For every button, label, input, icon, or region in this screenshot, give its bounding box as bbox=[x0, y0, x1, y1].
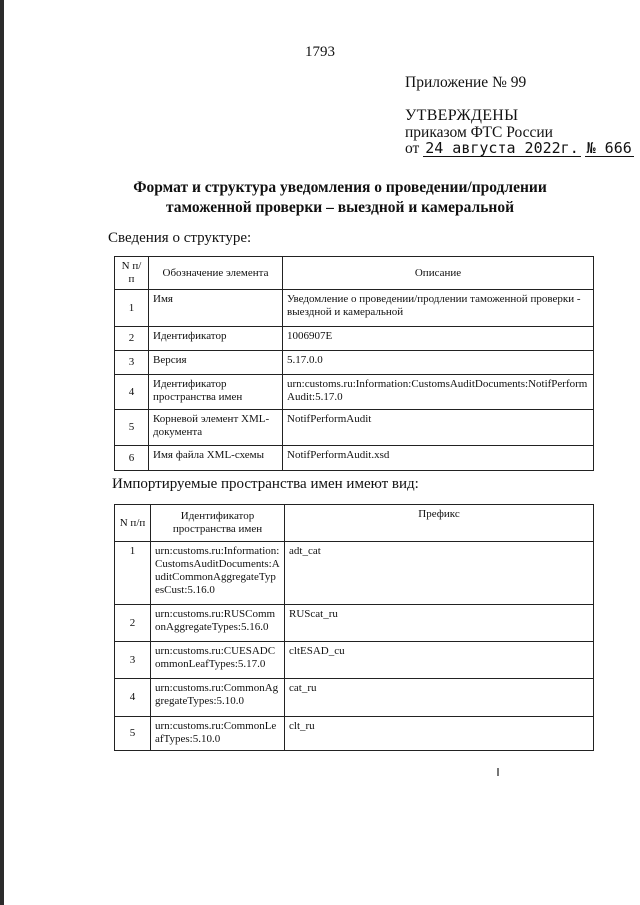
title-line-2: таможенной проверки – выездной и камеральной bbox=[165, 199, 515, 216]
approval-heading: УТВЕРЖДЕНЫ bbox=[405, 107, 519, 124]
ns-intro: Импортируемые пространства имен имеют вид: bbox=[112, 476, 419, 492]
structure-intro: Сведения о структуре: bbox=[108, 230, 252, 246]
namespace-id: urn:customs.ru:CommonAggregateTypes:5.10.0 bbox=[151, 679, 285, 717]
namespace-prefix: cltESAD_cu bbox=[285, 642, 594, 679]
header-cell: N п/п bbox=[115, 505, 151, 542]
header-cell: Обозначение элемента bbox=[149, 257, 283, 290]
header-cell: N п/п bbox=[115, 257, 149, 290]
row-number: 2 bbox=[115, 605, 151, 642]
element-name: Имя файла XML-схемы bbox=[149, 446, 283, 471]
row-number: 4 bbox=[115, 679, 151, 717]
scan-mark bbox=[497, 768, 499, 776]
row-number: 2 bbox=[115, 327, 149, 351]
approval-number: № 666 bbox=[586, 139, 632, 157]
table-row bbox=[115, 605, 594, 642]
table-row bbox=[115, 642, 594, 679]
table-row bbox=[115, 327, 594, 351]
approval-date: 24 августа 2022г. bbox=[425, 139, 579, 157]
table-row bbox=[115, 446, 594, 471]
row-number: 1 bbox=[115, 290, 149, 327]
header-cell: Идентификатор пространства имен bbox=[151, 505, 285, 542]
row-number: 1 bbox=[115, 542, 151, 605]
table-row bbox=[115, 290, 594, 327]
element-description: 5.17.0.0 bbox=[283, 351, 594, 375]
table-row bbox=[115, 542, 594, 605]
page-number: 1793 bbox=[305, 44, 335, 60]
namespace-prefix: adt_cat bbox=[285, 542, 594, 605]
approval-date-line bbox=[405, 140, 634, 158]
table-row bbox=[115, 351, 594, 375]
namespace-prefix: RUScat_ru bbox=[285, 605, 594, 642]
table-row bbox=[115, 410, 594, 446]
ns-header-row bbox=[115, 505, 594, 542]
namespace-id: urn:customs.ru:RUSCommonAggregateTypes:5.16.0 bbox=[151, 605, 285, 642]
structure-header-row bbox=[115, 257, 594, 290]
table-row bbox=[115, 375, 594, 410]
header-cell: Префикс bbox=[285, 505, 594, 542]
element-description: NotifPerformAudit.xsd bbox=[283, 446, 594, 471]
namespaces-table bbox=[114, 504, 594, 751]
element-name: Имя bbox=[149, 290, 283, 327]
page-edge bbox=[0, 0, 4, 905]
element-name: Корневой элемент XML-документа bbox=[149, 410, 283, 446]
element-description: NotifPerformAudit bbox=[283, 410, 594, 446]
structure-table bbox=[114, 256, 594, 471]
element-description: Уведомление о проведении/продлении таможенной проверки - выездной и камеральной bbox=[283, 290, 594, 327]
namespace-id: urn:customs.ru:Information:CustomsAuditDocuments:AuditCommonAggregateTypesCust:5.16.0 bbox=[151, 542, 285, 605]
element-description: 1006907E bbox=[283, 327, 594, 351]
table-row bbox=[115, 679, 594, 717]
document-title bbox=[80, 178, 600, 218]
row-number: 6 bbox=[115, 446, 149, 471]
element-name: Версия bbox=[149, 351, 283, 375]
namespace-prefix: cat_ru bbox=[285, 679, 594, 717]
row-number: 5 bbox=[115, 717, 151, 751]
header-cell: Описание bbox=[283, 257, 594, 290]
approval-order: приказом ФТС России bbox=[405, 124, 553, 141]
table-row bbox=[115, 717, 594, 751]
namespace-id: urn:customs.ru:CommonLeafTypes:5.10.0 bbox=[151, 717, 285, 751]
element-name: Идентификатор пространства имен bbox=[149, 375, 283, 410]
appendix-label: Приложение № 99 bbox=[405, 74, 527, 91]
namespace-id: urn:customs.ru:CUESADCommonLeafTypes:5.17.0 bbox=[151, 642, 285, 679]
row-number: 3 bbox=[115, 351, 149, 375]
title-line-1: Формат и структура уведомления о проведении/продлении bbox=[133, 179, 547, 196]
approval-prefix: от bbox=[405, 140, 420, 157]
row-number: 3 bbox=[115, 642, 151, 679]
element-description: urn:customs.ru:Information:CustomsAuditDocuments:NotifPerformAudit:5.17.0 bbox=[283, 375, 594, 410]
namespace-prefix: clt_ru bbox=[285, 717, 594, 751]
row-number: 5 bbox=[115, 410, 149, 446]
element-name: Идентификатор bbox=[149, 327, 283, 351]
row-number: 4 bbox=[115, 375, 149, 410]
